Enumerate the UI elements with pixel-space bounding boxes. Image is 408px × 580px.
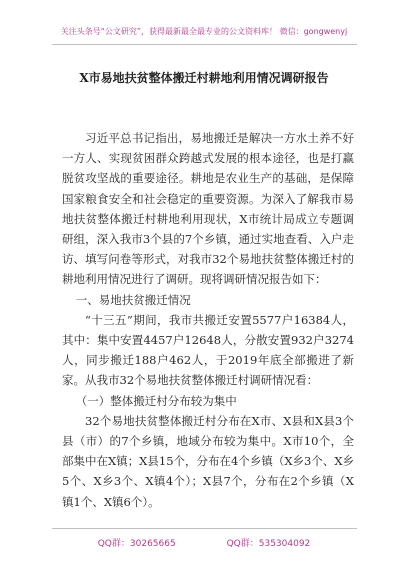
footer [0,536,408,549]
document-title: X市易地扶贫整体搬迁村耕地利用情况调研报告 [79,71,329,85]
footer-qq-group-1: QQ群：30265665 [97,539,176,549]
subsection-heading: （一）整体搬迁村分布较为集中 [75,393,237,408]
intro-paragraph: 习近平总书记指出，易地搬迁是解决一方水土养不好一方人、实现贫困群众跨越式发展的根本途径，也是打赢脱贫攻坚战的重要途径。耕地是农业生产的基础，是保障国家粮食安全和社会稳定的重要资源。为深入了解我市易地扶贫整体搬迁村耕地利用现状，X市统计局成立专题调研组，深入我市3个县的7个乡镇，通过实地查看、入户走访、填写问卷等形式，对我市32个易地扶贫整体搬迁村的耕地利用情况进行了调研。现将调研情况报告如下： [62,131,354,287]
footer-qq-group-2: QQ群：535304092 [226,539,311,549]
header-divider [52,44,357,45]
document-body [62,128,354,512]
section-heading: 一、易地扶贫搬迁情况 [75,292,191,307]
header-note: 关注头条号“公文研究”，获得最新最全最专业的公文资料库！ 微信：gongwenyj [60,27,348,36]
body-paragraph: “十三五”期间，我市共搬迁安置5577户16384人，其中：集中安置4457户12648人，分散安置932户3274人，同步搬迁188户462人，于2019年底全部搬进了新家。从我市32个易地扶贫整体搬迁村调研情况看： [62,312,354,388]
footer-divider [52,528,357,529]
body-paragraph: 32个易地扶贫整体搬迁村分布在X市、X县和X县3个县（市）的7个乡镇，地域分布较为集中。X市10个，全部集中在X镇；X县15个，分布在4个乡镇（X乡3个、X乡5个、X乡3个、X镇4个）；X县7个，分布在2个乡镇（X镇1个、X镇6个）。 [62,413,355,509]
